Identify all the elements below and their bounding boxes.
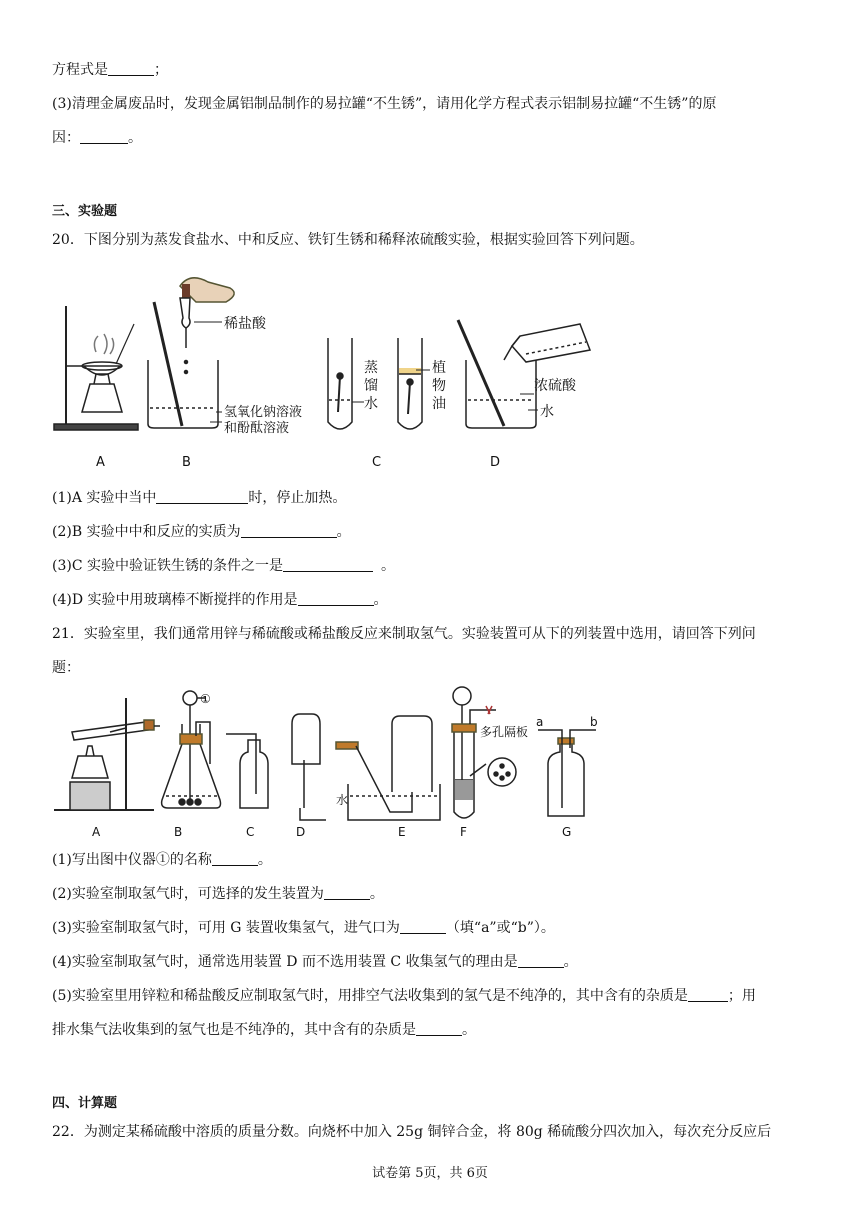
q20-figure	[50, 262, 640, 472]
label-naoh: 氢氧化钠溶液	[224, 405, 303, 420]
text: 。	[336, 524, 351, 540]
sub-question	[52, 556, 395, 576]
sub-question	[52, 918, 555, 938]
sub-question	[52, 522, 351, 542]
text: (2)实验室制取氢气时，可选择的发生装置为	[52, 886, 324, 902]
answer-blank[interactable]	[688, 987, 728, 1002]
text-line	[52, 128, 142, 148]
text: 。	[128, 130, 142, 146]
answer-blank[interactable]	[324, 885, 370, 900]
caption-d: D	[490, 455, 501, 470]
label-oil-3: 油	[432, 396, 446, 412]
text: ；用	[727, 988, 756, 1004]
sub-question	[52, 1020, 476, 1040]
sub-question	[52, 884, 384, 904]
text: (3)清理金属废品时，发现金属铝制品制作的易拉罐“不生锈”，请用化学方程式表示铝制易拉罐“不生锈”的原	[52, 96, 717, 112]
answer-blank[interactable]	[518, 953, 564, 968]
text: 方程式是	[52, 62, 108, 78]
text-line	[52, 60, 168, 80]
caption-c: C	[246, 825, 255, 839]
caption-g: G	[562, 825, 572, 839]
apparatus-d	[458, 320, 590, 428]
caption-a: A	[92, 825, 101, 839]
caption-f: F	[460, 825, 467, 839]
text: ；	[154, 62, 168, 78]
apparatus-d	[292, 714, 326, 820]
apparatus-a	[54, 698, 160, 810]
section-heading: 三、实验题	[52, 204, 118, 219]
caption-d: D	[296, 825, 306, 839]
text: (4)D 实验中用玻璃棒不断搅拌的作用是	[52, 592, 298, 608]
label-distilled-3: 水	[364, 396, 378, 412]
text: 。	[563, 954, 578, 970]
answer-blank[interactable]	[80, 129, 128, 144]
text-line	[52, 94, 716, 114]
text: (3)C 实验中验证铁生锈的条件之一是	[52, 558, 283, 574]
answer-blank[interactable]	[241, 523, 337, 538]
apparatus-f	[452, 687, 516, 818]
apparatus-e	[336, 716, 440, 820]
text: 因：	[52, 130, 80, 146]
label-water: 水	[336, 793, 349, 807]
text: 。	[462, 1022, 476, 1038]
apparatus-c	[226, 734, 268, 808]
answer-blank[interactable]	[212, 851, 258, 866]
label-b: b	[590, 715, 598, 729]
sub-question	[52, 986, 756, 1006]
question-stem: 22．为测定某稀硫酸中溶质的质量分数。向烧杯中加入 25g 铜锌合金，将 80g 稀硫酸分四次加入，每次充分反应后	[52, 1124, 772, 1140]
label-oil-1: 植	[432, 360, 446, 376]
apparatus-a	[54, 306, 138, 430]
label-oil-2: 物	[432, 378, 446, 394]
label-a: a	[536, 715, 544, 729]
text: 时，停止加热。	[248, 490, 347, 506]
apparatus-b	[162, 691, 221, 808]
label-distilled-1: 蒸	[364, 360, 378, 376]
caption-e: E	[398, 825, 406, 839]
text: (2)B 实验中中和反应的实质为	[52, 524, 241, 540]
caption-b: B	[182, 455, 191, 470]
text: (1)A 实验中当中	[52, 490, 157, 506]
label-hcl: 稀盐酸	[224, 316, 266, 332]
text: (5)实验室里用锌粒和稀盐酸反应制取氢气时，用排空气法收集到的氢气是不纯净的，其中含有的杂质是	[52, 988, 688, 1004]
question-stem: 题：	[52, 660, 80, 676]
text: 排水集气法收集到的氢气也是不纯净的，其中含有的杂质是	[52, 1022, 416, 1038]
text: (1)写出图中仪器①的名称	[52, 852, 212, 868]
caption-a: A	[96, 455, 105, 470]
answer-blank[interactable]	[156, 489, 248, 504]
sub-question	[52, 850, 272, 870]
sub-question	[52, 952, 578, 972]
text: (4)实验室制取氢气时，通常选用装置 D 而不选用装置 C 收集氢气的理由是	[52, 954, 518, 970]
caption-c: C	[372, 455, 382, 470]
label-circle-1: ①	[200, 692, 211, 706]
text: 。	[373, 592, 388, 608]
answer-blank[interactable]	[108, 61, 154, 76]
answer-blank[interactable]	[283, 557, 373, 572]
question-stem: 20．下图分别为蒸发食盐水、中和反应、铁钉生锈和稀释浓硫酸实验，根据实验回答下列问题。	[52, 232, 644, 248]
section-heading: 四、计算题	[52, 1096, 118, 1111]
sub-question	[52, 488, 346, 508]
q21-figure	[50, 684, 620, 840]
answer-blank[interactable]	[416, 1021, 462, 1036]
label-distilled-2: 馏	[364, 378, 378, 394]
text: 。	[369, 886, 384, 902]
label-porous-plate: 多孔隔板	[480, 725, 529, 739]
answer-blank[interactable]	[400, 919, 446, 934]
text: 。	[381, 558, 395, 574]
apparatus-g	[538, 730, 596, 816]
text: （填“a”或“b”）。	[445, 920, 555, 936]
label-water: 水	[540, 404, 554, 420]
label-conc-h2so4: 浓硫酸	[534, 378, 576, 394]
caption-b: B	[174, 825, 183, 839]
answer-blank[interactable]	[298, 591, 374, 606]
apparatus-c	[328, 338, 430, 429]
label-phenolphthalein: 和酚酞溶液	[224, 421, 290, 436]
apparatus-b	[148, 278, 234, 428]
text: 。	[257, 852, 272, 868]
question-stem: 21．实验室里，我们通常用锌与稀硫酸或稀盐酸反应来制取氢气。实验装置可从下的列装置中选用，请回答下列问	[52, 626, 756, 642]
text: (3)实验室制取氢气时，可用 G 装置收集氢气，进气口为	[52, 920, 400, 936]
page-footer: 试卷第 5页，共 6页	[372, 1166, 488, 1181]
sub-question	[52, 590, 388, 610]
